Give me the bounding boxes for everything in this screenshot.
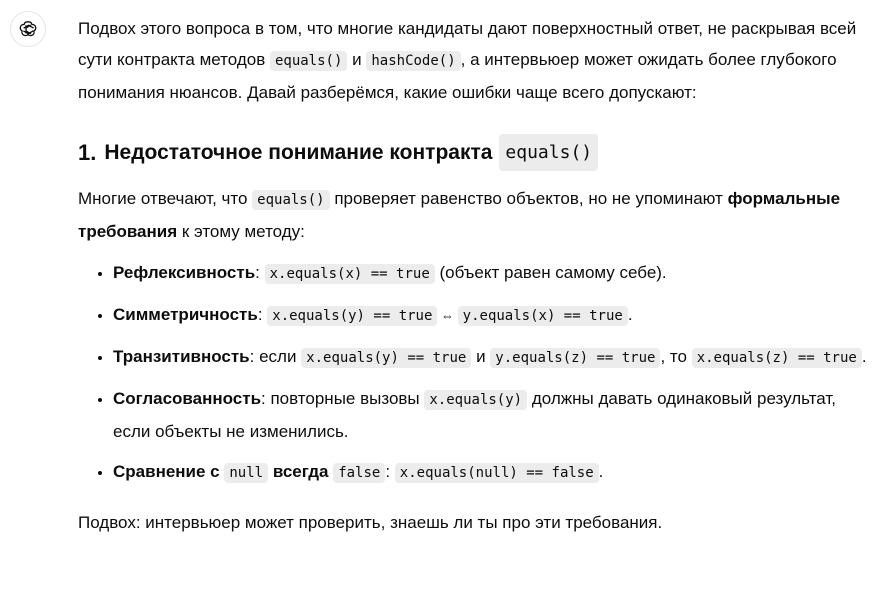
item-text: (объект равен самому себе). [434,263,667,282]
intro-text: , а интервьюер может ожидать более глубокого понимания нюансов. Давай разберёмся, какие ошибки чаще всего допускают: [78,50,837,102]
inline-code: y.equals(z) == true [490,348,660,368]
item-label: всегда [272,462,329,481]
inline-code: x.equals(y) == true [301,348,471,368]
item-text: : [385,462,395,481]
lead-paragraph [78,183,868,247]
item-label: Рефлексивность [113,263,256,282]
item-text: . [598,462,604,481]
inline-code: false [333,463,385,483]
item-text: , то [660,347,692,366]
inline-code: x.equals(z) == true [692,348,862,368]
item-label: Сравнение с [113,462,220,481]
inline-code: x.equals(x) == true [265,264,435,284]
openai-logo-icon [18,19,39,40]
inline-code: x.equals(null) == false [395,463,599,483]
intro-text: и [347,50,367,69]
lead-text: к этому методу: [177,222,305,241]
inline-code: null [224,463,268,483]
section-title: Недостаточное понимание контракта [104,141,493,164]
lead-text: проверяет равенство объектов, но не упоминают [329,189,728,208]
assistant-message [78,13,868,538]
item-text: : если [249,347,302,366]
inline-code: x.equals(y) [424,390,527,410]
item-text: . [627,305,633,324]
inline-code: equals() [252,190,329,210]
intro-text: Подвох этого вопроса в том, что многие кандидаты дают поверхностный ответ, не раскрывая всей сути контракта методов [78,19,857,69]
item-text: . [861,347,867,366]
lead-text: Многие отвечают, что [78,189,253,208]
assistant-avatar [10,11,46,47]
item-text: : [255,263,265,282]
lead-bold: формальные требования [78,189,841,241]
item-label: Транзитивность [113,347,250,366]
intro-paragraph [78,13,868,108]
item-text: : повторные вызовы [261,389,425,408]
item-text: : [257,305,268,324]
section-heading [78,134,868,171]
list-item-transitivity [113,341,868,374]
inline-code: hashCode() [366,51,460,71]
list-item-symmetry [113,299,868,332]
item-text: должны давать одинаковый результат, если объекты не изменились. [113,389,837,441]
item-label: Согласованность [113,389,262,408]
list-item-reflexivity [113,257,868,290]
inline-code: equals() [499,134,598,171]
item-text: и [471,347,491,366]
inline-code: equals() [270,51,347,71]
inline-code: y.equals(x) == true [458,306,628,326]
list-item-null-comparison [113,456,868,489]
requirements-list [78,257,868,489]
item-text: ⇔ [437,308,458,323]
outro-paragraph: Подвох: интервьюер может проверить, знаешь ли ты про эти требования. [78,513,663,532]
inline-code: x.equals(y) == true [267,306,437,326]
section-number: 1. [78,140,97,165]
item-label: Симметричность [113,305,258,324]
list-item-consistency [113,383,868,447]
